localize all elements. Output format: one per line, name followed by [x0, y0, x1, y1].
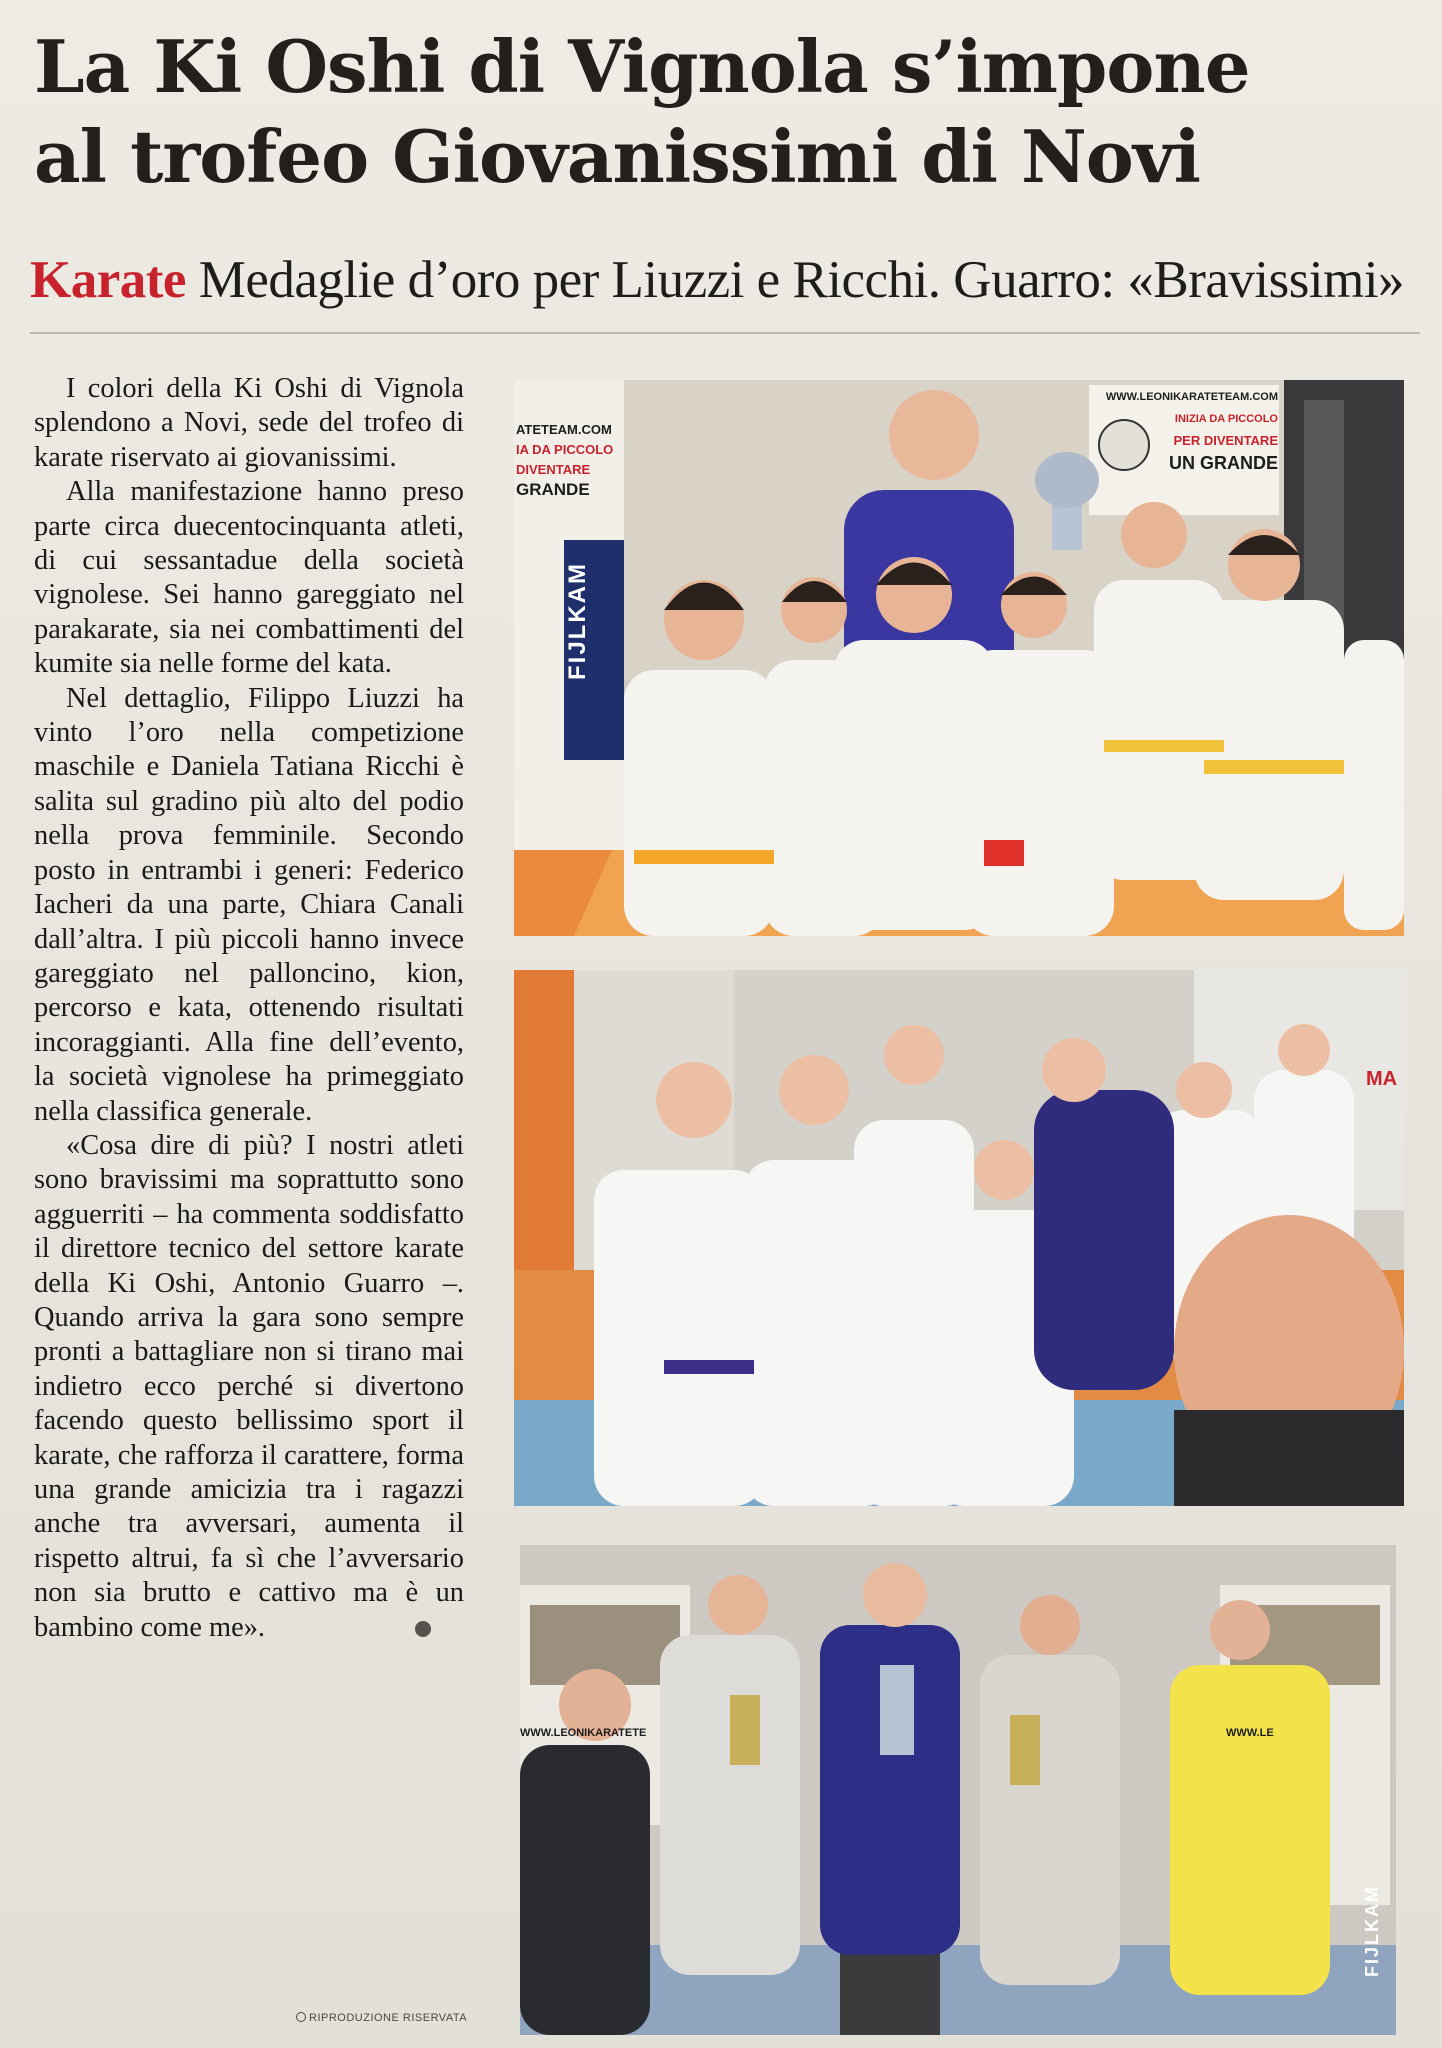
kicker	[30, 248, 1420, 312]
photo1-banner-right-line-1: WWW.LEONIKARATETEAM.COM	[1105, 391, 1278, 403]
article-body	[34, 372, 464, 1645]
photo2-wall-text: MA	[1366, 1068, 1398, 1090]
photo1-banner-left-line-2: IA DA PICCOLO	[516, 442, 614, 457]
photo1-banner-left-line-1: ATETEAM.COM	[516, 422, 612, 437]
photo1-banner-right-line-3: PER DIVENTARE	[1173, 433, 1278, 448]
photo1-banner-right-line-4: UN GRANDE	[1168, 453, 1278, 473]
divider	[30, 332, 1420, 334]
paragraph-2: Alla manifestazione hanno preso parte circa duecentocinquanta atleti, di cui sessantadue della società vignolese. Sei hanno gareggiato nel parakarate, sia nei combattimenti del kumite sia nelle forme del kata.	[34, 476, 464, 680]
headline-line-1: La Ki Oshi di Vignola s’impone	[34, 24, 1250, 109]
photo3-banner-left: WWW.LEONIKARATETE	[520, 1727, 647, 1739]
paragraph-4	[34, 1129, 464, 1645]
copyright-icon	[296, 2012, 306, 2022]
credit-text: RIPRODUZIONE RISERVATA	[309, 2012, 468, 2024]
paragraph-3: Nel dettaglio, Filippo Liuzzi ha vinto l’oro nella competizione maschile e Daniela Tatiana Ricchi è salita sul gradino più alto del podio nella prova femminile. Secondo posto in entrambi i generi: Federico Iacheri da una parte, Chiara Canali dall’altra. I più piccoli hanno invece gareggiato nel palloncino, kion, percorso e kata, ottenendo risultati incoraggianti. Alla fine dell’evento, la società vignolese ha primeggiato nella classifica generale.	[34, 682, 464, 1127]
photo-podium-officials-illustration	[520, 1545, 1396, 2035]
section-tag: Karate	[30, 251, 186, 309]
paragraph-4-text: «Cosa dire di più? I nostri atleti sono bravissimi ma soprattutto sono agguerriti – ha commenta soddisfatto il direttore tecnico del settore karate della Ki Oshi, Antonio Guarro –. Quando arriva la gara sono sempre pronti a battagliare non si tirano mai indietro ecco perché si divertono facendo questo bellissimo sport il karate, che rafforza il carattere, forma una grande amicizia tra i ragazzi anche tra avversari, aumenta il rispetto altrui, fa sì che l’avversario non sia brutto e cattivo ma è un bambino come me».	[34, 1129, 464, 1643]
photo1-banner-right-line-2: INIZIA DA PICCOLO	[1174, 413, 1278, 425]
photo3-banner-right: WWW.LE	[1226, 1727, 1274, 1739]
photo3-sponsor: FIJLKAM	[1362, 1885, 1382, 1977]
headline-line-2: al trofeo Giovanissimi di Novi	[34, 114, 1201, 199]
kicker-text: Medaglie d’oro per Liuzzi e Ricchi. Guarro: «Bravissimi»	[198, 251, 1405, 309]
end-mark	[415, 1621, 431, 1637]
headline	[34, 22, 1414, 202]
paragraph-1: I colori della Ki Oshi di Vignola splendono a Novi, sede del trofeo di karate riservato ai giovanissimi.	[34, 373, 464, 473]
photo1-banner-left-line-3: DIVENTARE	[516, 462, 591, 477]
photo1-sponsor: FIJLKAM	[564, 562, 591, 680]
photo1-banner-left	[516, 420, 616, 500]
photo-team-trophy	[514, 380, 1404, 936]
photo-group-selfie	[514, 970, 1404, 1506]
photo-podium-officials	[520, 1545, 1396, 2035]
photo1-banner-left-line-4: GRANDE	[516, 480, 590, 499]
adjacent-column-edge	[1426, 1600, 1442, 2020]
photo-group-selfie-illustration	[514, 970, 1404, 1506]
photo1-banner-right	[1092, 386, 1278, 474]
copyright-credit	[296, 2012, 467, 2024]
